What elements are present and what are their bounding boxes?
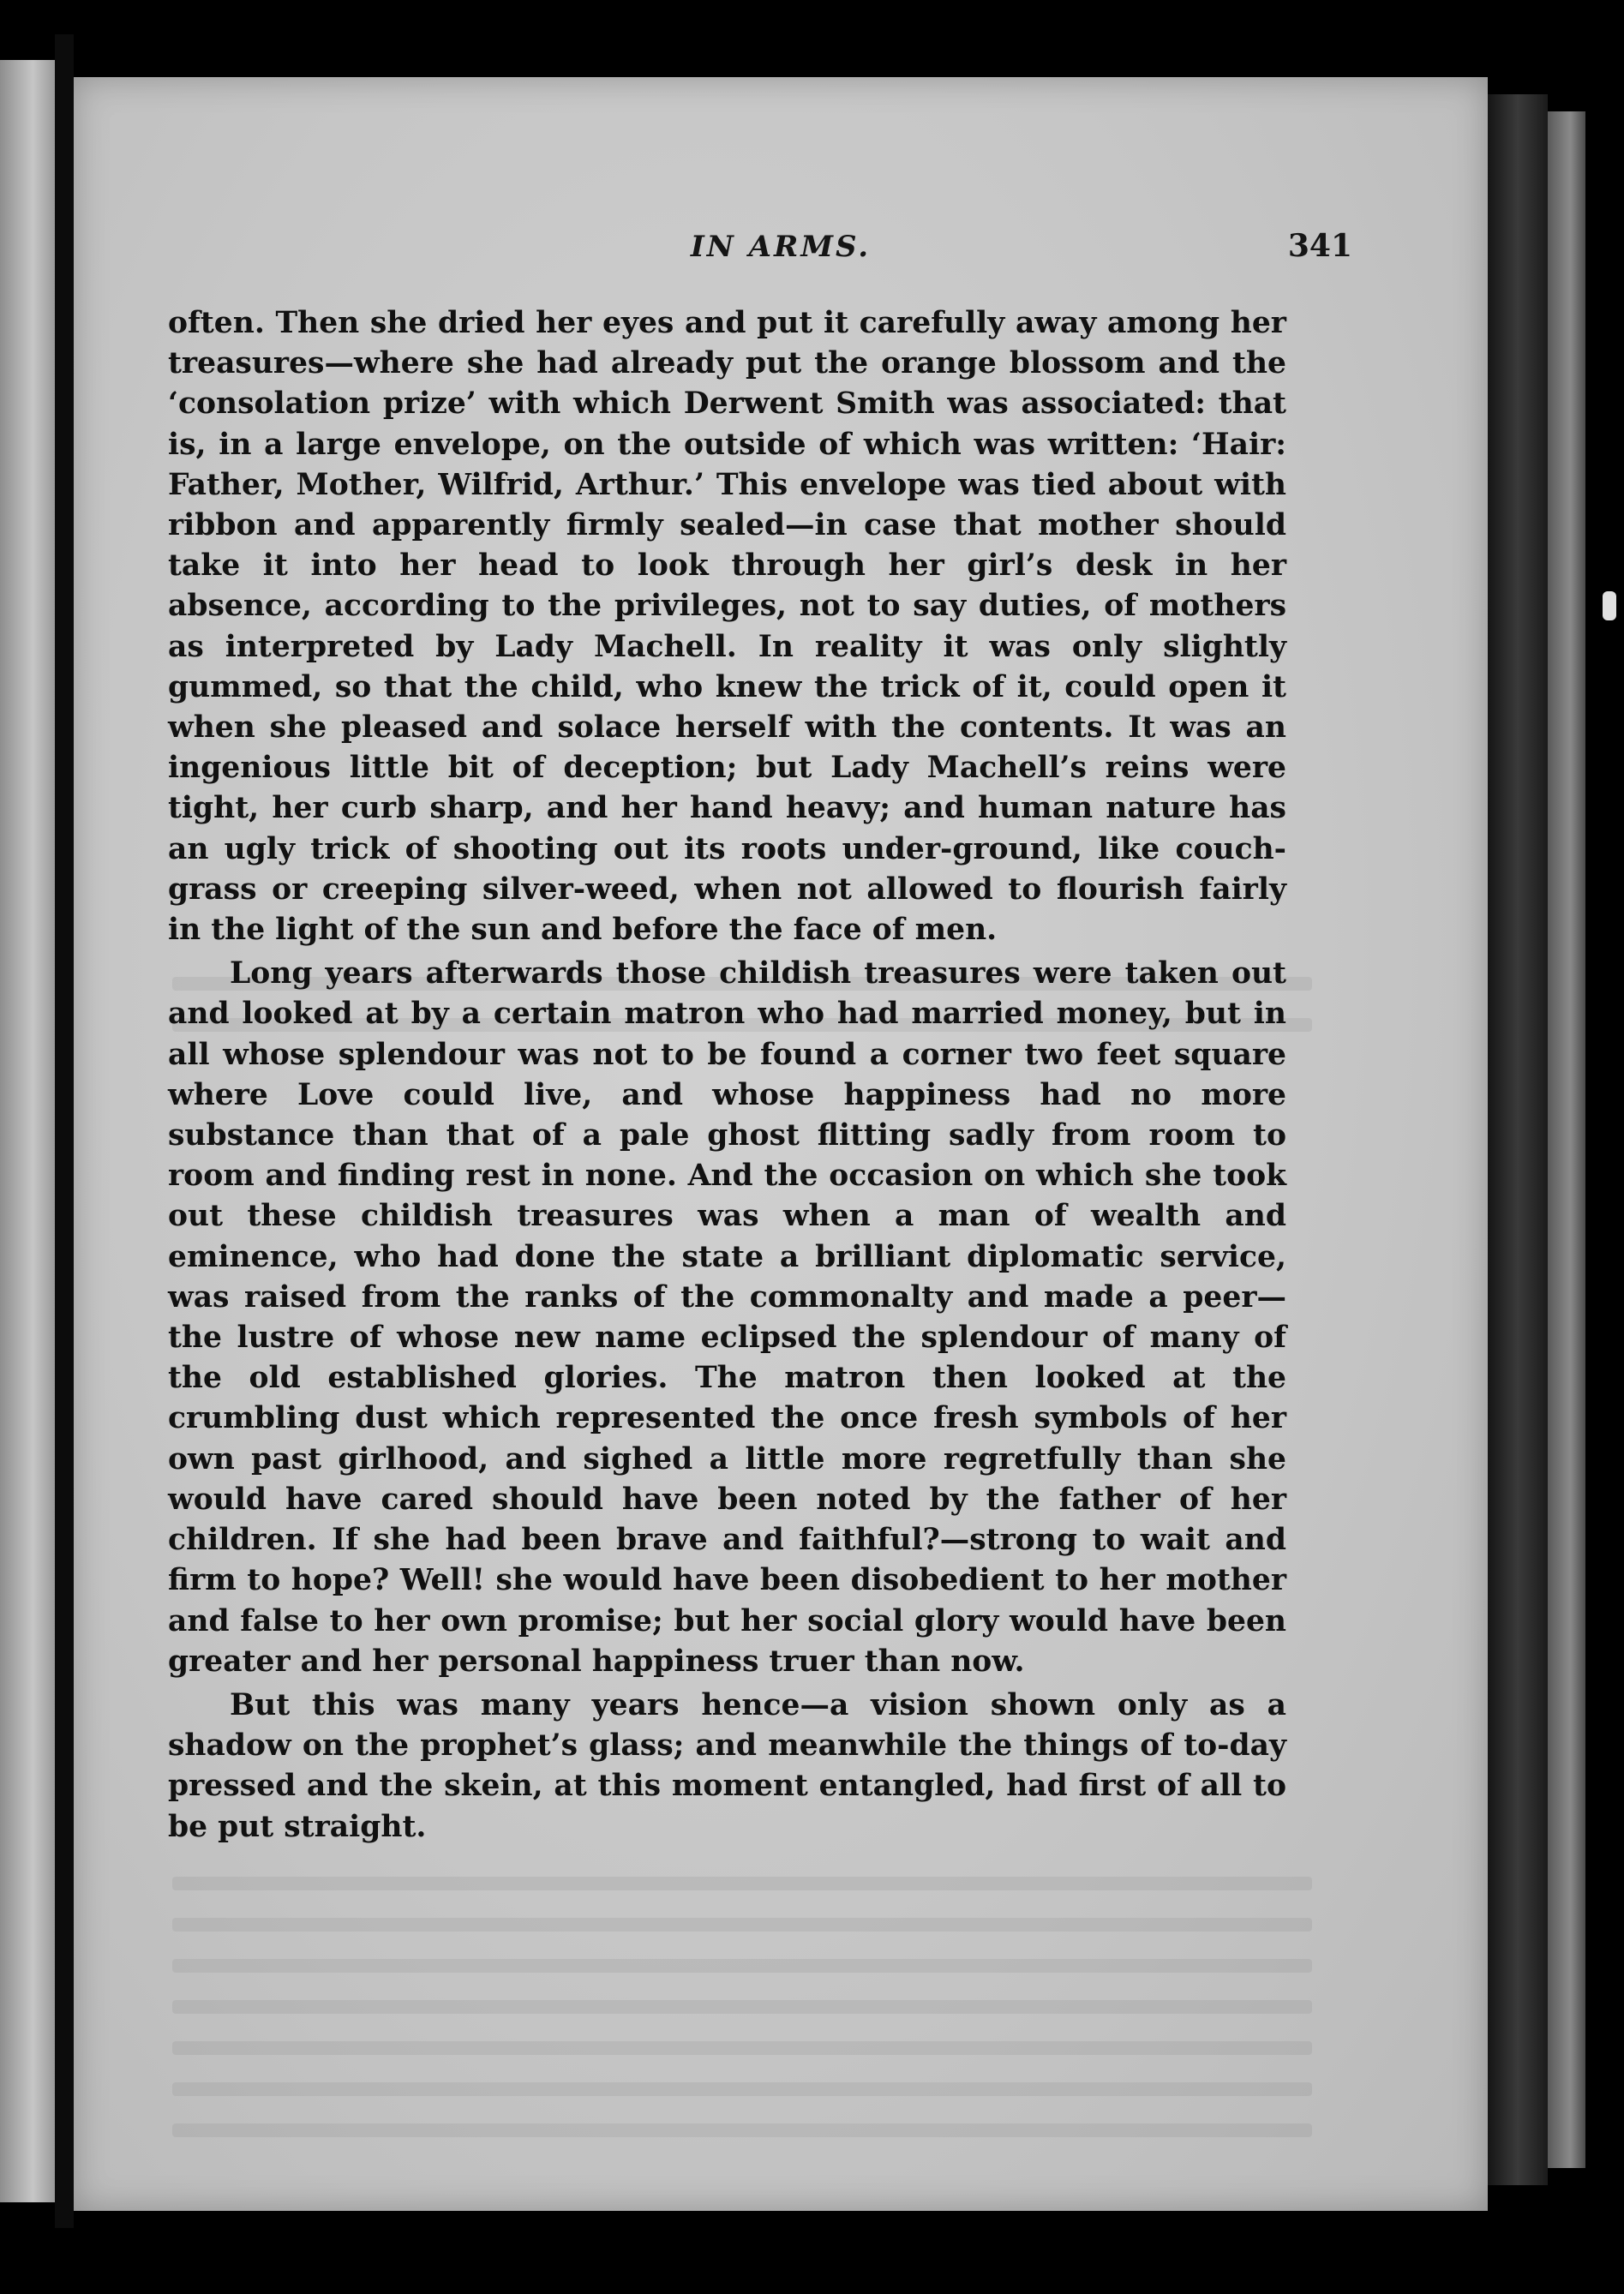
show-through-line xyxy=(172,1918,1312,1932)
scan-speck xyxy=(1603,591,1616,620)
book-right-edge xyxy=(1488,94,1548,2185)
book-cover-edge xyxy=(1548,111,1585,2168)
paragraph: Long years afterwards those childish treasures were taken out and looked at by a certain matron who had married money, but in all whose splendour was not to be found a corner two feet square where Love could live, and whose happiness had no more substance than that of a pale ghost flitting sadly from room to room and finding rest in none. And the occasion on which she took out these childish treasures was when a man of wealth and eminence, who had done the state a brilliant diplomatic service, was raised from the ranks of the commonalty and made a peer—the lustre of whose new name eclipsed the splendour of many of the old established glories. The matron then looked at the crumbling dust which represented the once fresh symbols of her own past girlhood, and sighed a little more regretfully than she would have cared should have been noted by the father of her children. If she had been brave and faithful?—strong to wait and firm to hope? Well! she would have been disobedient to her mother and false to her own promise; but her social glory would have been greater and her personal happiness truer than now. xyxy=(168,956,1286,1679)
show-through-line xyxy=(172,2082,1312,2096)
body-text xyxy=(168,303,1286,1848)
paragraph: often. Then she dried her eyes and put it carefully away among her treasures—where she had already put the orange blossom and the ‘consolation prize’ with which Derwent Smith was associated: that is, in a large envelope, on the outside of which was written: ‘Hair: Father, Mother, Wilfrid, Arthur.’ This envelope was tied about with ribbon and apparently firmly sealed—in case that mother should take it into her head to look through her girl’s desk in her absence, according to the privileges, not to say duties, of mothers as interpreted by Lady Machell. In reality it was only slightly gummed, so that the child, who knew the trick of it, could open it when she pleased and solace herself with the contents. It was an ingenious little bit of deception; but Lady Machell’s reins were tight, her curb sharp, and her hand heavy; and human nature has an ugly trick of shooting out its roots under-ground, like couch-grass or creeping silver-weed, when not allowed to flourish fairly in the light of the sun and before the face of men. xyxy=(168,306,1286,948)
previous-page-edge xyxy=(0,60,55,2202)
paragraph: But this was many years hence—a vision shown only as a shadow on the prophet’s glass; and meanwhile the things of to-day pressed and the skein, at this moment entangled, had first of all to be put straight. xyxy=(168,1687,1286,1844)
show-through-line xyxy=(172,2123,1312,2137)
show-through-line xyxy=(172,1959,1312,1973)
running-title: IN ARMS. xyxy=(690,230,872,264)
page-number: 341 xyxy=(1287,228,1352,264)
show-through-line xyxy=(172,2000,1312,2014)
show-through-line xyxy=(172,1877,1312,1890)
book-gutter xyxy=(55,34,74,2228)
book-page xyxy=(74,77,1488,2211)
show-through-line xyxy=(172,2041,1312,2055)
